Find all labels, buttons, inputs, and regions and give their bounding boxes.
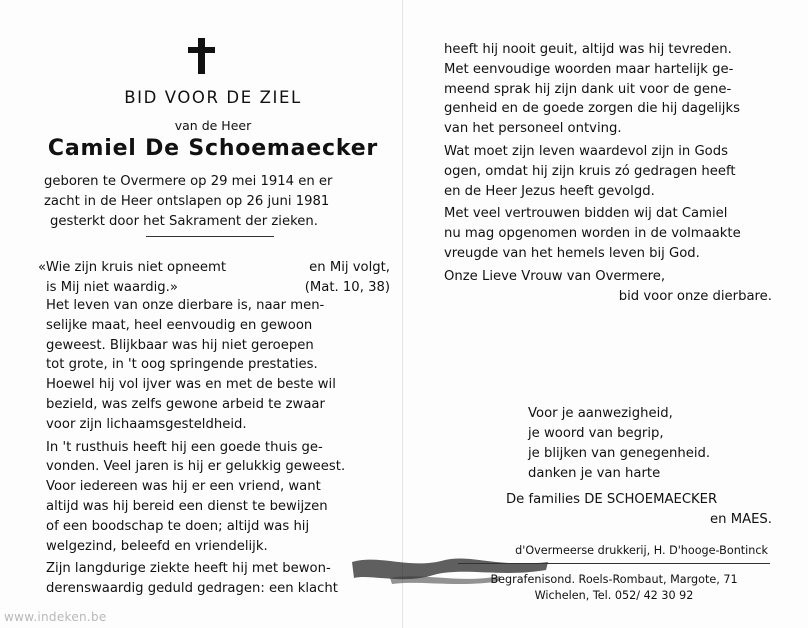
printer-credit: d'Overmeerse drukkerij, H. D'hooge-Bontinck — [515, 544, 768, 557]
thank-you-verse — [528, 404, 778, 484]
text-line: bid voor onze dierbare. — [618, 288, 772, 304]
verse-line: je woord van begrip, — [528, 426, 664, 441]
undertaker-line: Wichelen, Tel. 052/ 42 30 92 — [534, 589, 694, 602]
paragraph — [444, 204, 772, 263]
birth-death-dates — [44, 172, 374, 232]
text-line: nu mag opgenomen worden in de volmaakte — [444, 226, 741, 242]
paragraph — [46, 296, 388, 435]
text-line: tot grote, in 't oog springende prestaties. — [46, 357, 318, 373]
text-line: selijke maat, heel eenvoudig en gewoon — [46, 317, 313, 333]
divider — [146, 236, 274, 237]
text-line: heeft hij nooit geuit, altijd was hij tevreden. — [444, 42, 732, 57]
verse-line: Voor je aanwezigheid, — [528, 406, 673, 421]
bible-quote — [38, 258, 390, 298]
quote-text: is Mij niet waardig.» — [46, 280, 178, 295]
text-line: Het leven van onze dierbare is, naar men- — [46, 298, 325, 313]
text-line: welgezind, beleefd en vriendelijk. — [46, 538, 268, 554]
text-line: Zijn langdurige ziekte heeft hij met bewon- — [46, 561, 331, 577]
dates-line: geboren te Overmere op 29 mei 1914 en er — [44, 174, 333, 189]
text-line: Met veel vertrouwen bidden wij dat Camiel — [444, 206, 728, 222]
text-line: van het personeel ontving. — [444, 121, 622, 137]
site-watermark: www.indeken.be — [4, 610, 107, 624]
verse-line: je blijken van genegenheid. — [528, 446, 711, 461]
text-line: ogen, omdat hij zijn kruis zó gedragen heeft — [444, 163, 736, 179]
card-heading: BID VOOR DE ZIEL — [124, 88, 302, 107]
paragraph — [46, 559, 388, 599]
text-line: genheid en de goede zorgen die hij dagelijks — [444, 101, 740, 117]
text-line: altijd was hij bereid een dienst te bewijzen — [46, 498, 328, 514]
undertaker-line: Begrafenisond. Roels-Rombaut, Margote, 71 — [490, 573, 738, 586]
text-line: en de Heer Jezus heeft gevolgd. — [444, 183, 655, 199]
paragraph — [444, 142, 772, 201]
text-line: Onze Lieve Vrouw van Overmere, — [444, 268, 666, 284]
closing-prayer — [444, 267, 772, 307]
text-line: Hoewel hij vol ijver was en met de beste wil — [46, 377, 336, 393]
paragraph — [46, 438, 388, 557]
paragraph — [444, 40, 772, 139]
families-signature — [506, 490, 772, 530]
text-line: bezield, was zelfs gewone arbeid te zwaar — [46, 396, 325, 412]
cross-icon — [186, 38, 216, 74]
text-line: Wat moet zijn leven waardevol zijn in Gods — [444, 143, 728, 159]
right-column-text — [444, 40, 772, 309]
families-line: en MAES. — [710, 512, 772, 527]
text-line: In 't rusthuis heeft hij een goede thuis ge- — [46, 439, 323, 455]
card-fold — [402, 0, 403, 628]
text-line: Voor iedereen was hij er een vriend, want — [46, 479, 321, 495]
text-line: meend sprak hij zijn dank uit voor de gene- — [444, 81, 732, 97]
deceased-name: Camiel De Schoemaecker — [47, 136, 379, 161]
verse-line: danken je van harte — [528, 466, 661, 481]
text-line: derenswaardig geduld gedragen: een klacht — [46, 581, 338, 597]
text-line: of een boodschap te doen; altijd was hij — [46, 518, 310, 534]
text-line: geweest. Blijkbaar was hij niet geroepen — [46, 337, 314, 353]
left-column-text — [46, 296, 388, 602]
divider — [458, 563, 770, 564]
quote-text: «Wie zijn kruis niet opneemt — [38, 260, 227, 275]
dates-line: gesterkt door het Sakrament der zieken. — [50, 214, 318, 229]
card-subheading: van de Heer — [174, 118, 252, 133]
quote-text: en Mij volgt, — [309, 260, 390, 275]
quote-reference: (Mat. 10, 38) — [304, 280, 390, 295]
dates-line: zacht in de Heer ontslapen op 26 juni 1981 — [44, 194, 330, 209]
undertaker-info — [458, 572, 770, 604]
families-line: De families DE SCHOEMAECKER — [506, 492, 718, 507]
text-line: voor zijn lichaamsgesteldheid. — [46, 416, 247, 432]
text-line: vreugde van het hemels leven bij God. — [444, 245, 700, 261]
text-line: vonden. Veel jaren is hij er gelukkig geweest. — [46, 459, 346, 475]
text-line: Met eenvoudige woorden maar hartelijk ge- — [444, 61, 734, 77]
